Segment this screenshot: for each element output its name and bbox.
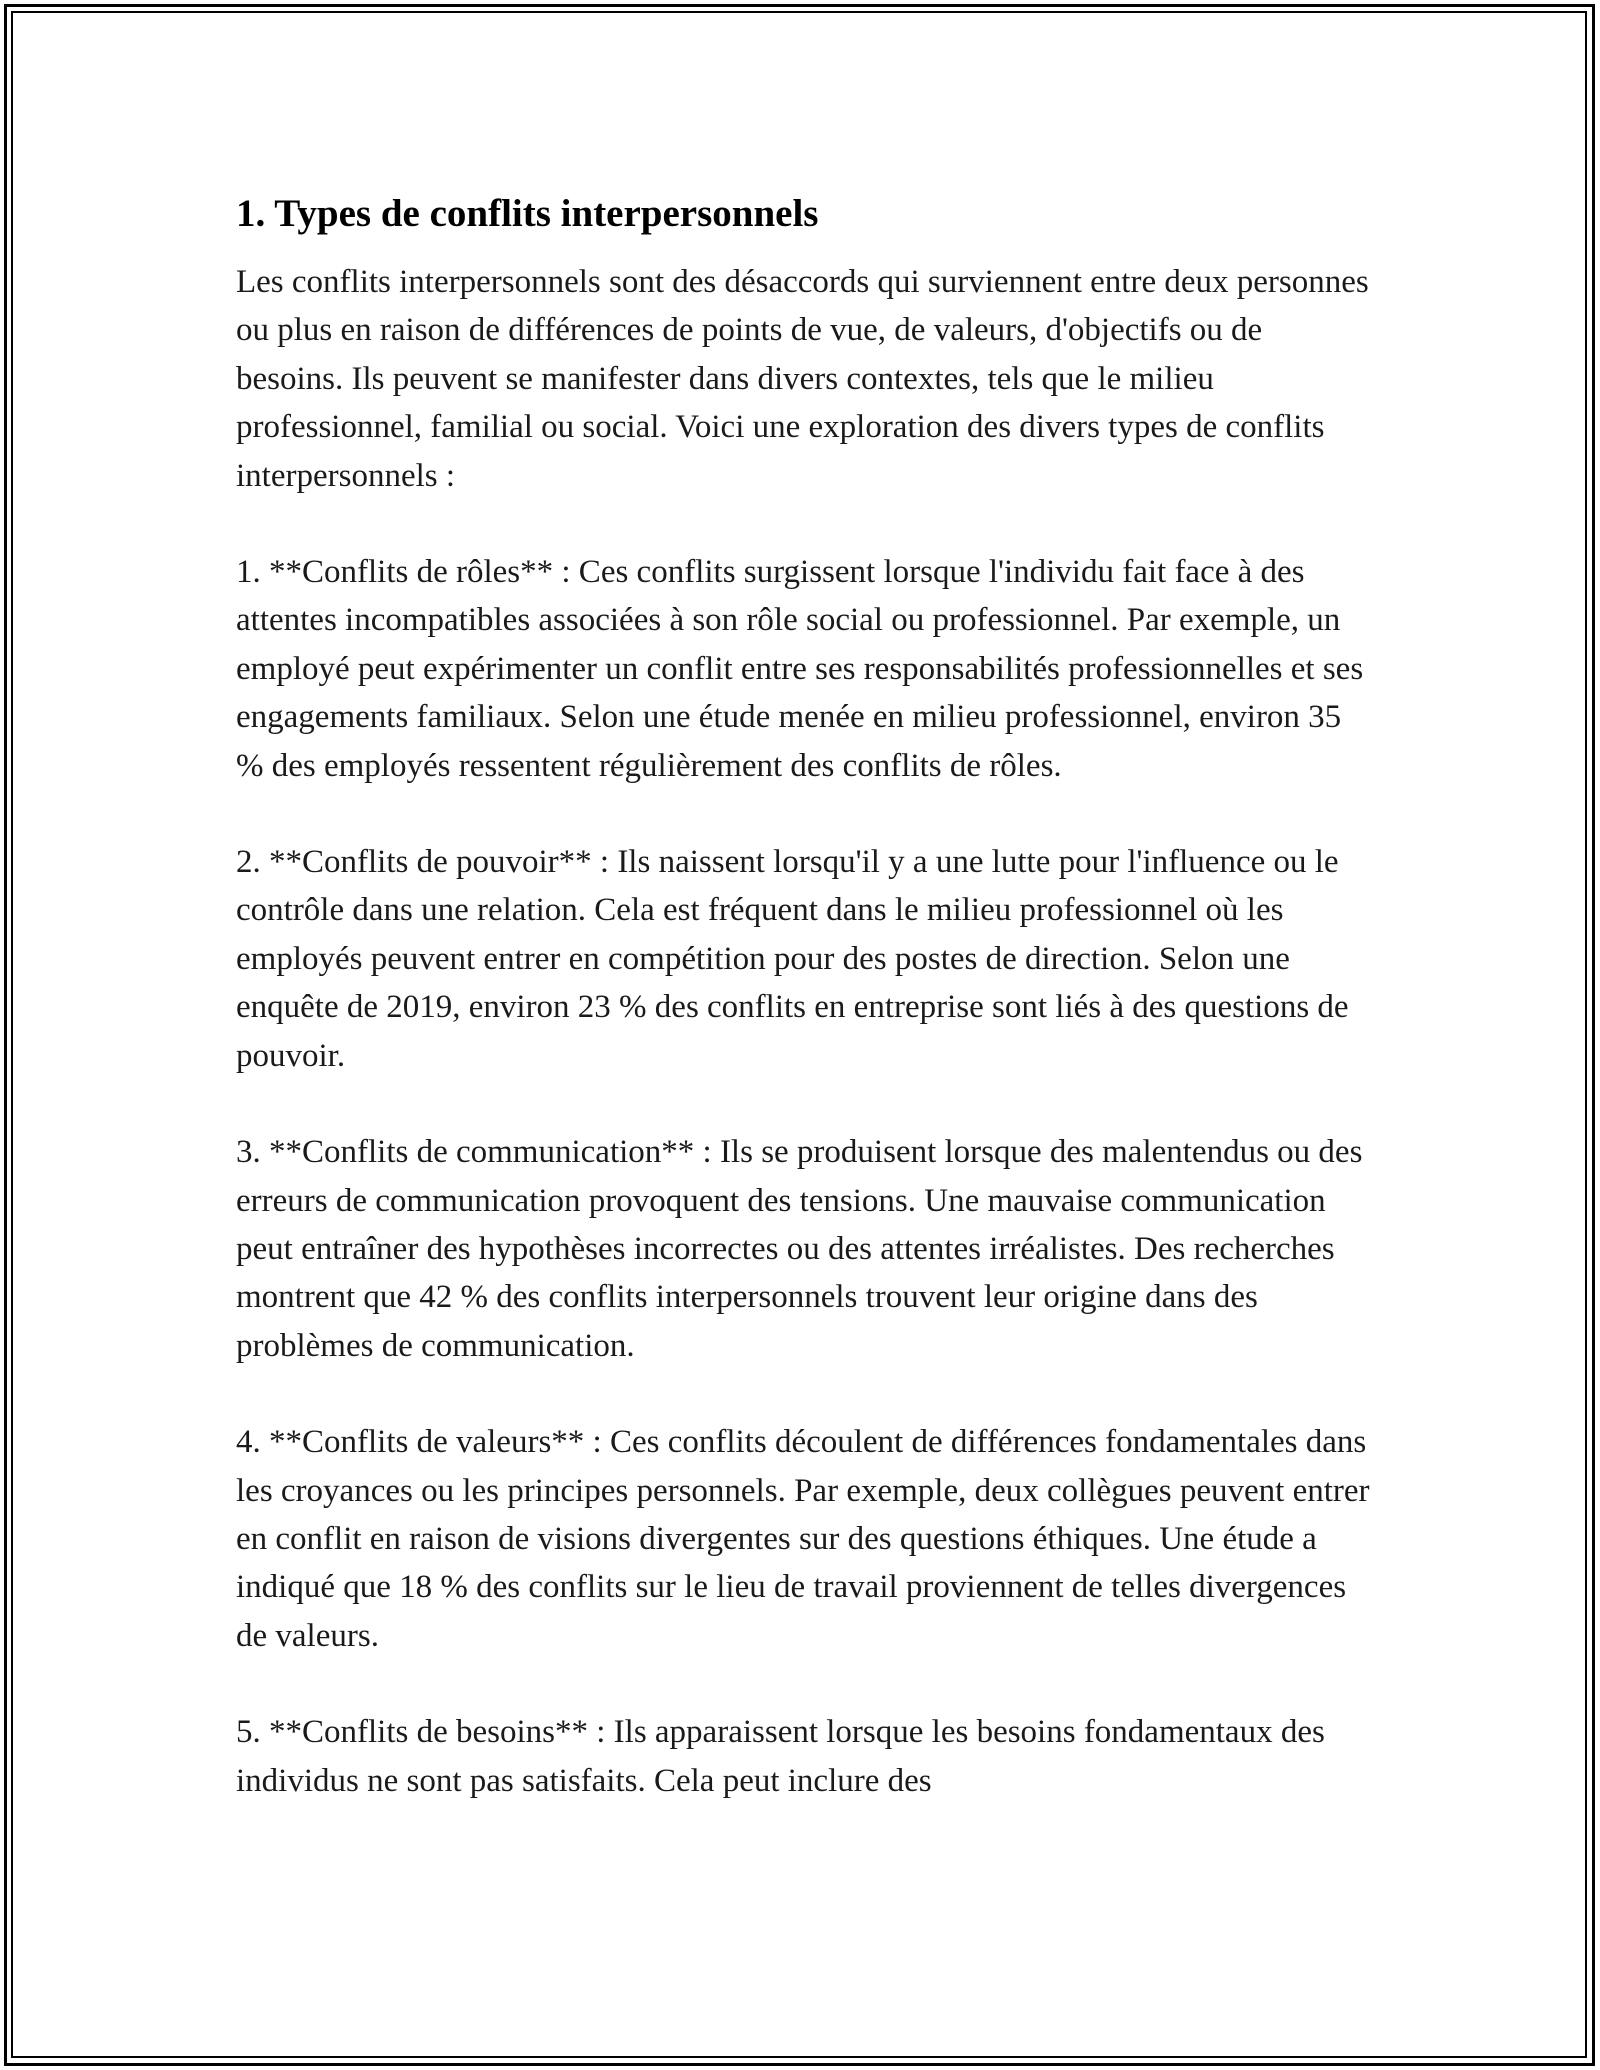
intro-paragraph: Les conflits interpersonnels sont des désaccords qui surviennent entre deux personnes ou plus en raison de différences de points de vue, de valeurs, d'objectifs ou de besoins. Ils peuvent se manifester dans divers contextes, tels que le milieu professionnel, familial ou social. Voici une exploration des divers types de conflits interpersonnels :	[236, 264, 1369, 494]
value-conflicts-paragraph: 4. **Conflits de valeurs** : Ces conflits découlent de différences fondamentales dans les croyances ou les principes personnels. Par exemple, deux collègues peuvent entrer en conflit en raison de visions divergentes sur des questions éthiques. Une étude a indiqué que 18 % des conflits sur le lieu de travail proviennent de telles divergences de valeurs.	[236, 1424, 1370, 1654]
power-conflicts-paragraph: 2. **Conflits de pouvoir** : Ils naissent lorsqu'il y a une lutte pour l'influence ou le contrôle dans une relation. Cela est fréquent dans le milieu professionnel où les employés peuvent entrer en compétition pour des postes de direction. Selon une enquête de 2019, environ 23 % des conflits en entreprise sont liés à des questions de pouvoir.	[236, 844, 1349, 1074]
document-body	[236, 186, 1376, 1853]
section-heading: 1. Types de conflits interpersonnels	[236, 192, 819, 235]
communication-conflicts-paragraph: 3. **Conflits de communication** : Ils se produisent lorsque des malentendus ou des erreurs de communication provoquent des tensions. Une mauvaise communication peut entraîner des hypothèses incorrectes ou des attentes irréalistes. Des recherches montrent que 42 % des conflits interpersonnels trouvent leur origine dans des problèmes de communication.	[236, 1134, 1363, 1364]
needs-conflicts-paragraph: 5. **Conflits de besoins** : Ils apparaissent lorsque les besoins fondamentaux des individus ne sont pas satisfaits. Cela peut inclure des	[236, 1714, 1325, 1799]
role-conflicts-paragraph: 1. **Conflits de rôles** : Ces conflits surgissent lorsque l'individu fait face à des attentes incompatibles associées à son rôle social ou professionnel. Par exemple, un employé peut expérimenter un conflit entre ses responsabilités professionnelles et ses engagements familiaux. Selon une étude menée en milieu professionnel, environ 35 % des employés ressentent régulièrement des conflits de rôles.	[236, 554, 1364, 784]
